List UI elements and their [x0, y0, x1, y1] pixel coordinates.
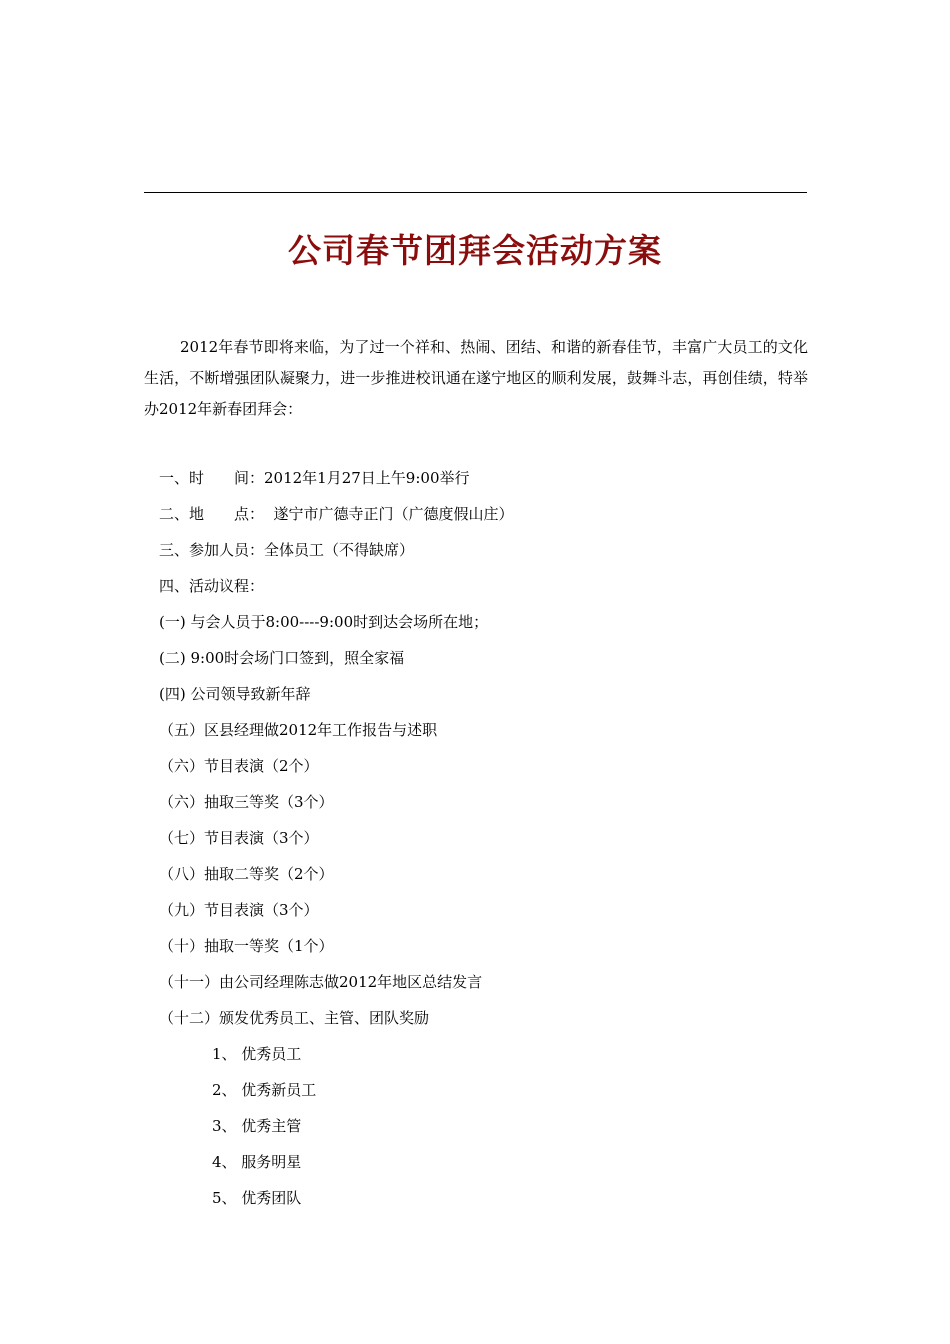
award-item: 5、 优秀团队 [212, 1189, 302, 1207]
agenda-item: （六）抽取三等奖（3个） [159, 793, 334, 811]
agenda-item: （十一）由公司经理陈志做2012年地区总结发言 [159, 973, 483, 991]
agenda-item: (四) 公司领导致新年辞 [159, 685, 311, 703]
agenda-item: （十）抽取一等奖（1个） [159, 937, 334, 955]
award-item: 4、 服务明星 [212, 1153, 302, 1171]
agenda-item: （六）节目表演（2个） [159, 757, 319, 775]
award-item: 3、 优秀主管 [212, 1117, 302, 1135]
section-participants: 三、参加人员：全体员工（不得缺席） [159, 541, 415, 559]
agenda-item: （八）抽取二等奖（2个） [159, 865, 334, 883]
agenda-item: （五）区县经理做2012年工作报告与述职 [159, 721, 438, 739]
document-title: 公司春节团拜会活动方案 [288, 231, 662, 270]
intro-paragraph: 2012年春节即将来临，为了过一个祥和、热闹、团结、和谐的新春佳节，丰富广大员工的文化生活，不断增强团队凝聚力，进一步推进校讯通在遂宁地区的顺利发展，鼓舞斗志，再创佳绩，特举办2012年新春团拜会： [144, 338, 808, 418]
agenda-item: （七）节目表演（3个） [159, 829, 319, 847]
agenda-item: (一) 与会人员于8:00----9:00时到达会场所在地； [159, 613, 489, 631]
section-time: 一、时 间：2012年1月27日上午9:00举行 [159, 469, 470, 487]
agenda-item: (二) 9:00时会场门口签到，照全家福 [159, 649, 405, 667]
award-item: 1、 优秀员工 [212, 1045, 302, 1063]
agenda-item: （九）节目表演（3个） [159, 901, 319, 919]
agenda-item: （十二）颁发优秀员工、主管、团队奖励 [159, 1009, 430, 1027]
header-rule [144, 192, 807, 193]
section-agenda-heading: 四、活动议程： [159, 577, 265, 595]
section-location: 二、地 点： 遂宁市广德寺正门（广德度假山庄） [159, 505, 514, 523]
award-item: 2、 优秀新员工 [212, 1081, 317, 1099]
